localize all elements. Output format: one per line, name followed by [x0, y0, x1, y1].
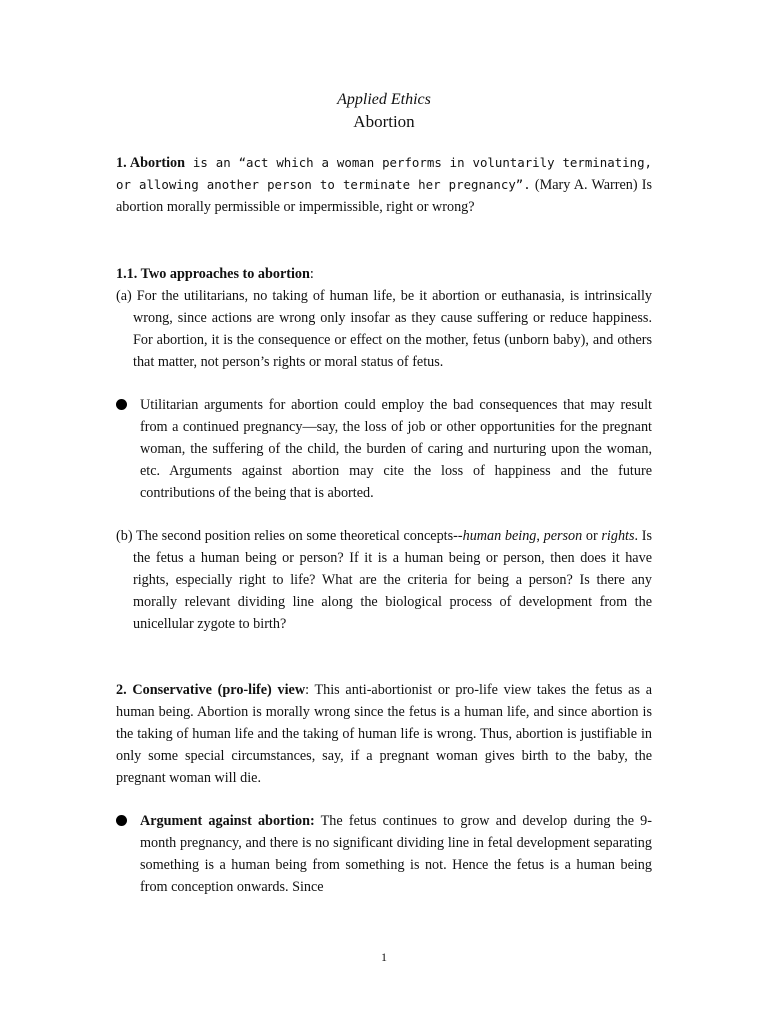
- approach-b-text: [116, 525, 652, 635]
- approach-a-text: (a) For the utilitarians, no taking of human life, be it abortion or euthanasia, is intrinsically wrong, since actions are wrong only insofar as they cause suffering or reduce happiness. For abortion, it is the consequence or effect on the mother, fetus (unborn baby), and others that matter, not person’s rights or moral status of fetus.: [116, 288, 652, 370]
- document-title: Abortion: [353, 112, 415, 131]
- section-1-paragraph: [116, 152, 652, 218]
- term-person: person: [543, 528, 583, 544]
- term-separator: or: [582, 528, 602, 544]
- term-human-being: human being: [462, 528, 537, 544]
- approach-b-paragraph: [116, 525, 652, 635]
- term-rights: rights: [601, 528, 635, 544]
- approach-b-prefix: (b) The second position relies on some theoretical concepts--: [116, 528, 463, 544]
- section-1-1-heading-line: [116, 263, 652, 285]
- section-2-body: : This anti-abortionist or pro-life view takes the fetus as a human being. Abortion is morally wrong since the fetus is a human life, and since abortion is the taking of human life and the taking of human life is wrong. Thus, abortion is justifiable in only some special circumstances, say, if a pregnant woman gives birth to the baby, the pregnant woman will die.: [116, 682, 652, 786]
- bullet-icon: [116, 815, 127, 826]
- argument-heading: Argument against abortion:: [140, 813, 315, 829]
- approach-a-paragraph: [116, 285, 652, 373]
- utilitarian-bullet-text: Utilitarian arguments for abortion could employ the bad consequences that may result from a continued pregnancy—say, the loss of job or other opportunities for the pregnant woman, the suffering of the child, the burden of caring and nurturing upon the woman, etc. Arguments against abortion may cite the loss of happiness and the future contributions of the being that is aborted.: [140, 397, 652, 501]
- section-1-1-heading: 1.1. Two approaches to abortion: [116, 266, 310, 282]
- term-separator: ,: [536, 528, 544, 544]
- argument-bullet-text: [140, 810, 652, 898]
- page-number: 1: [381, 950, 387, 964]
- course-title: Applied Ethics: [337, 91, 431, 108]
- argument-bullet: [116, 810, 652, 898]
- argument-body: The fetus continues to grow and develop during the 9-month pregnancy, and there is no significant dividing line in fetal development separating something is a human being from something is not. Hence the fetus is a human being from conception onwards. Since: [140, 813, 652, 895]
- section-2-paragraph: [116, 679, 652, 789]
- section-1-lead: 1. Abortion: [116, 155, 186, 171]
- utilitarian-bullet: [116, 394, 652, 504]
- section-1-1-colon: :: [309, 266, 314, 282]
- bullet-icon: [116, 399, 127, 410]
- section-1-quote: is an “act which a woman performs in voluntarily terminating, or allowing another person to terminate her pregnancy”.: [116, 155, 652, 192]
- section-2-heading: 2. Conservative (pro-life) view: [116, 682, 306, 698]
- approach-b-rest: . Is the fetus a human being or person? If it is a human being or person, then does it have rights, especially right to life? What are the criteria for being a person? Is there any morally relevant dividing line along the biological process of development from the unicellular zygote to birth?: [133, 528, 652, 632]
- section-1-rest: (Mary A. Warren) Is abortion morally permissible or impermissible, right or wrong?: [116, 177, 652, 215]
